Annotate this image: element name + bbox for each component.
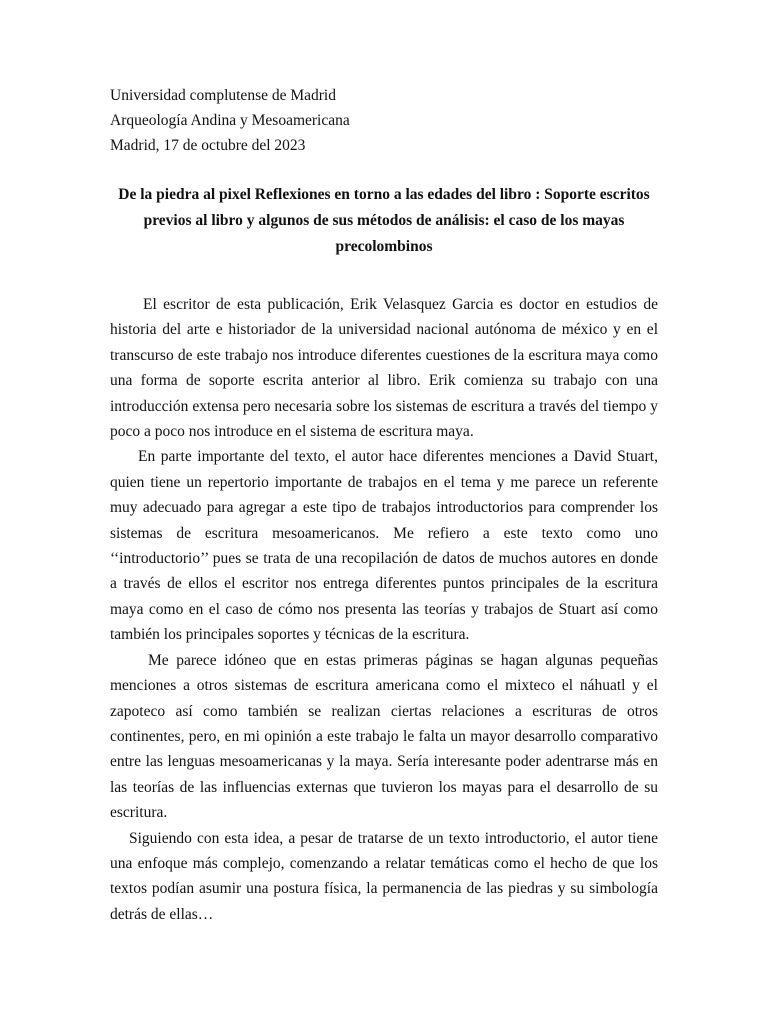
document-title: De la piedra al pixel Reflexiones en torno a las edades del libro : Soporte escritos previos al libro y algunos de sus métodos de análisis: el caso de los mayas precolombinos — [118, 186, 650, 255]
university-line: Universidad complutense de Madrid — [110, 87, 336, 104]
course-line: Arqueología Andina y Mesoamericana — [110, 112, 350, 129]
paragraph-1: El escritor de esta publicación, Erik Velasquez Garcia es doctor en estudios de historia del arte e historiador de la universidad nacional autónoma de méxico y en el transcurso de este trabajo nos introduce diferentes cuestiones de la escritura maya como una forma de soporte escrita anterior al libro. Erik comienza su trabajo con una introducción extensa pero necesaria sobre los sistemas de escritura a través del tiempo y poco a poco nos introduce en el sistema de escritura maya. — [110, 296, 658, 441]
date-line: Madrid, 17 de octubre del 2023 — [110, 137, 306, 154]
document-body — [110, 292, 658, 927]
paragraph-3: Me parece idóneo que en estas primeras páginas se hagan algunas pequeñas menciones a otros sistemas de escritura americana como el mixteco el náhuatl y el zapoteco así como también se realizan ciertas relaciones a escrituras de otros continentes, pero, en mi opinión a este trabajo le falta un mayor desarrollo comparativo entre las lenguas mesoamericanas y la maya. Sería interesante poder adentrarse más en las teorías de las influencias externas que tuvieron los mayas para el desarrollo de su escritura. — [110, 651, 658, 822]
paragraph-2: En parte importante del texto, el autor hace diferentes menciones a David Stuart, quien tiene un repertorio importante de trabajos en el tema y me parece un referente muy adecuado para agregar a este tipo de trabajos introductorios para comprender los sistemas de escritura mesoamericanos. Me refiero a este texto como uno ‘‘introductorio’’ pues se trata de una recopilación de datos de muchos autores en donde a través de ellos el escritor nos entrega diferentes puntos principales de la escritura maya como en el caso de cómo nos presenta las teorías y trabajos de Stuart así como también los principales soportes y técnicas de la escritura. — [110, 448, 658, 644]
document-header — [110, 83, 658, 158]
paragraph-4: Siguiendo con esta idea, a pesar de tratarse de un texto introductorio, el autor tiene una enfoque más complejo, comenzando a relatar temáticas como el hecho de que los textos podían asumir una postura física, la permanencia de las piedras y su simbología detrás de ellas… — [110, 829, 658, 923]
